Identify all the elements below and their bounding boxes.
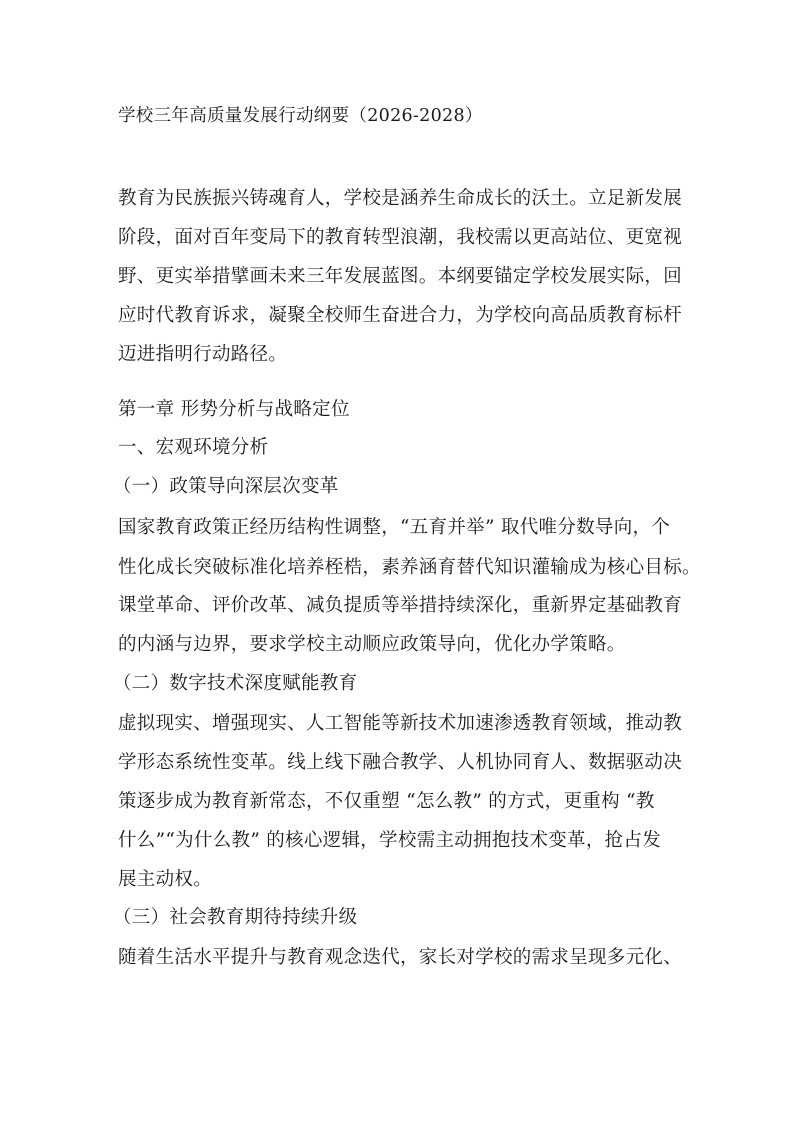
subsection-heading: （二）数字技术深度赋能教育: [113, 673, 358, 694]
tech-paragraph-line: 策逐步成为教育新常态，不仅重塑 “怎么教” 的方式，更重构 “教: [118, 791, 655, 812]
policy-paragraph-line: 国家教育政策正经历结构性调整，“五育并举” 取代唯分数导向，个: [118, 517, 671, 538]
intro-paragraph-line: 应时代教育诉求，凝聚全校师生奋进合力，为学校向高品质教育标杆: [118, 305, 683, 326]
document-title: 学校三年高质量发展行动纲要（2026-2028）: [118, 106, 483, 126]
subsection-heading: （三）社会教育期待持续升级: [113, 907, 358, 928]
intro-paragraph-line: 野、更实举措擘画未来三年发展蓝图。本纲要锚定学校发展实际，回: [118, 266, 683, 287]
tech-paragraph-line: 展主动权。: [118, 869, 213, 890]
tech-paragraph-line: 学形态系统性变革。线上线下融合教学、人机协同育人、数据驱动决: [118, 752, 683, 773]
policy-paragraph-line: 课堂革命、评价改革、减负提质等举措持续深化，重新界定基础教育: [118, 595, 683, 616]
tech-paragraph-line: 什么”“为什么教” 的核心逻辑，学校需主动拥抱技术变革，抢占发: [118, 830, 662, 851]
section-heading: 一、宏观环境分析: [118, 437, 269, 458]
policy-paragraph-line: 性化成长突破标准化培养桎梏，素养涵育替代知识灌输成为核心目标。: [118, 557, 701, 578]
chapter-heading: 第一章 形势分析与战略定位: [118, 399, 350, 420]
intro-paragraph-line: 教育为民族振兴铸魂育人，学校是涵养生命成长的沃土。立足新发展: [118, 188, 683, 209]
intro-paragraph-line: 迈进指明行动路径。: [118, 344, 288, 365]
intro-paragraph-line: 阶段，面对百年变局下的教育转型浪潮，我校需以更高站位、更宽视: [118, 227, 683, 248]
subsection-heading: （一）政策导向深层次变革: [113, 476, 339, 497]
society-paragraph-line: 随着生活水平提升与教育观念迭代，家长对学校的需求呈现多元化、: [118, 947, 683, 968]
policy-paragraph-line: 的内涵与边界，要求学校主动顺应政策导向，优化办学策略。: [118, 634, 626, 655]
tech-paragraph-line: 虚拟现实、增强现实、人工智能等新技术加速渗透教育领域，推动教: [118, 713, 683, 734]
